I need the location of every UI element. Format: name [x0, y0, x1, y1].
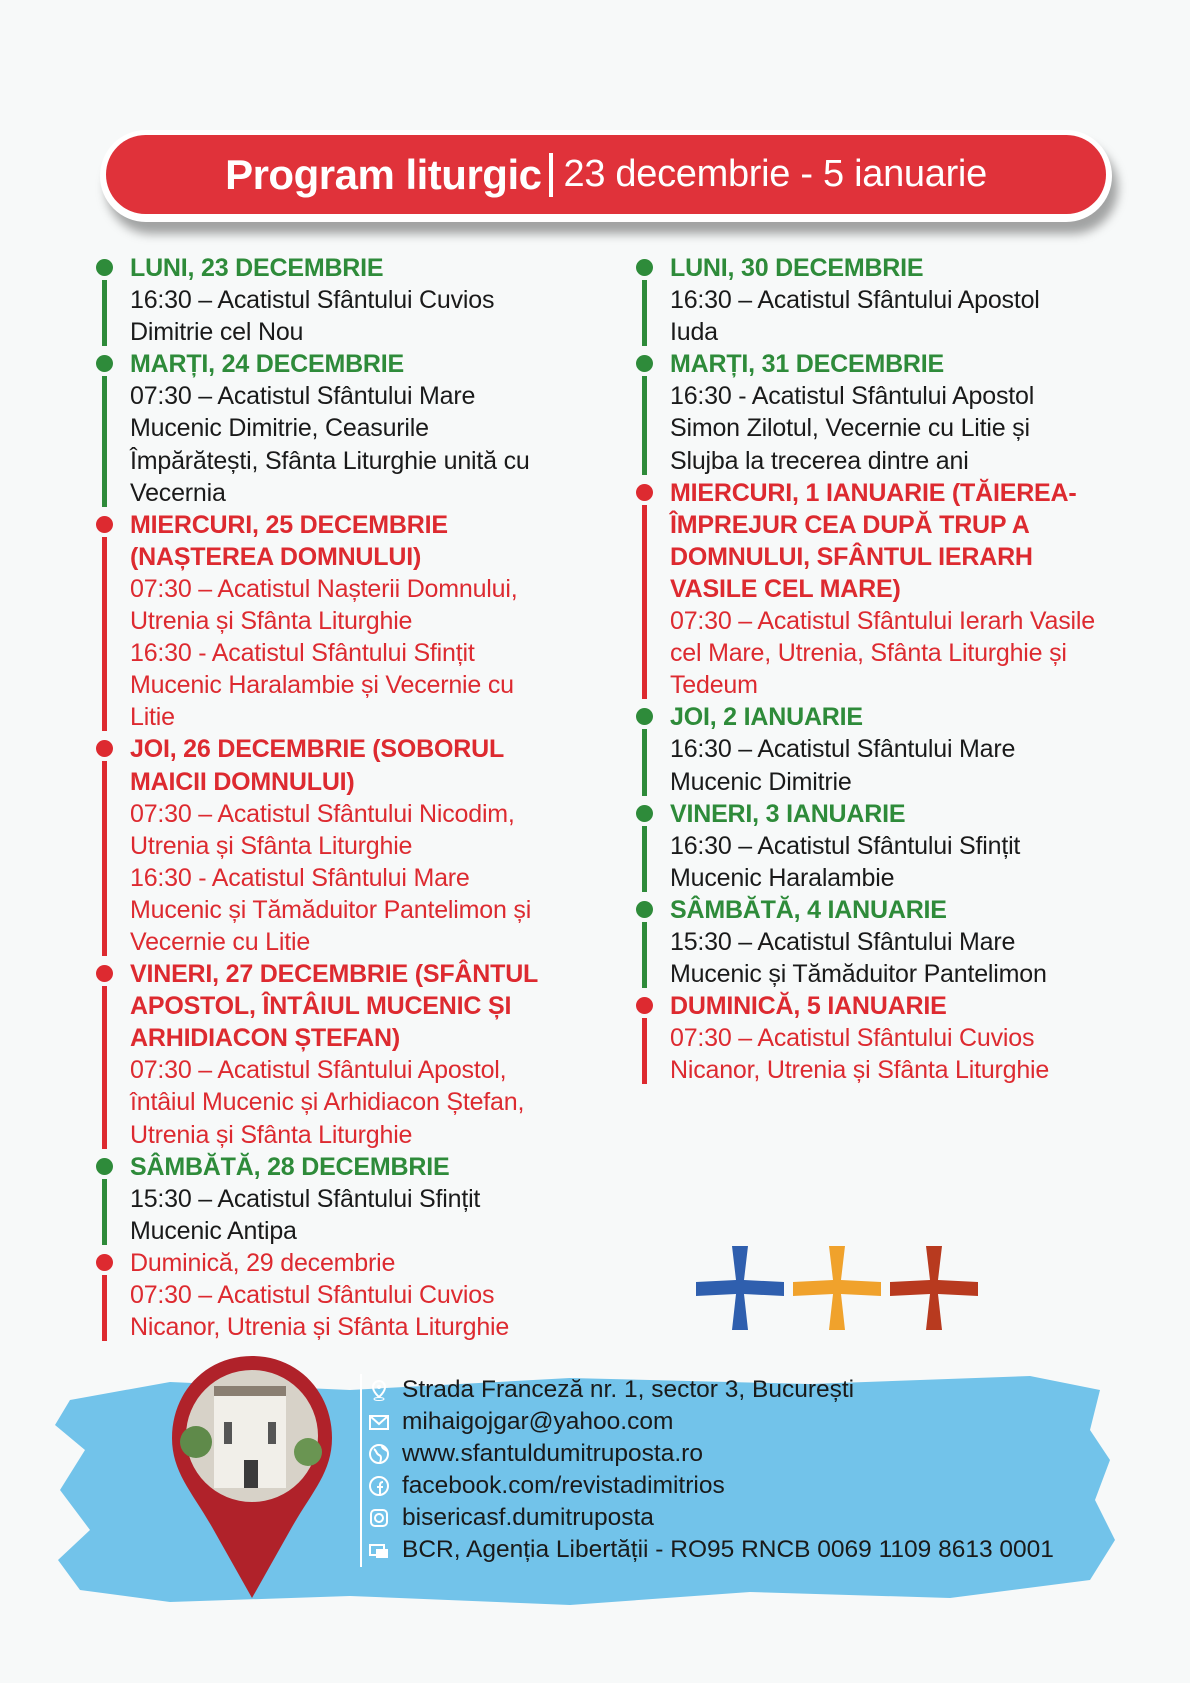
schedule-day-entry: [636, 477, 1095, 702]
timeline-bar: [642, 505, 647, 700]
service-line: 16:30 - Acatistul Sfântului Sfințit: [130, 639, 475, 668]
timeline-dot: [96, 516, 113, 533]
schedule-day-entry: [636, 252, 1095, 348]
timeline-dot: [636, 997, 653, 1014]
day-heading: Duminică, 29 decembrie: [130, 1248, 396, 1277]
day-heading: JOI, 2 IANUARIE: [670, 703, 863, 732]
timeline-dot: [636, 484, 653, 501]
service-line: 16:30 – Acatistul Sfântului Cuvios: [130, 286, 495, 315]
service-line: Nicanor, Utrenia și Sfânta Liturghie: [670, 1056, 1050, 1085]
timeline-dot: [96, 965, 113, 982]
service-line: 07:30 – Acatistul Sfântului Ierarh Vasile: [670, 607, 1095, 636]
contact-row: [402, 1470, 1054, 1502]
schedule-day-entry: [96, 958, 538, 1151]
schedule-day-entry: [96, 1247, 538, 1343]
service-line: Vecernie cu Litie: [130, 927, 311, 956]
day-heading: LUNI, 30 DECEMBRIE: [670, 254, 924, 282]
service-line: 07:30 – Acatistul Sfântului Cuvios: [670, 1024, 1035, 1053]
day-heading: ARHIDIACON ȘTEFAN): [130, 1024, 401, 1053]
service-line: Mucenic Dimitrie: [670, 767, 852, 796]
service-line: Împărătești, Sfânta Liturghie unită cu: [130, 446, 530, 475]
contact-row: [402, 1374, 1054, 1406]
day-heading: ÎMPREJUR CEA DUPĂ TRUP A: [670, 510, 1030, 539]
contact-text: BCR, Agenția Libertății - RO95 RNCB 0069 1109 8613 0001: [402, 1536, 1054, 1564]
day-heading: VASILE CEL MARE): [670, 574, 901, 603]
contact-text: bisericasf.dumitruposta: [402, 1504, 654, 1532]
service-line: Mucenic și Tămăduitor Pantelimon: [670, 960, 1047, 989]
day-heading: MIERCURI, 1 IANUARIE (TĂIEREA-: [670, 478, 1077, 507]
service-line: 16:30 – Acatistul Sfântului Apostol: [670, 286, 1040, 315]
facebook-icon: [368, 1475, 390, 1497]
service-line: întâiul Mucenic și Arhidiacon Ștefan,: [130, 1088, 525, 1117]
contact-text[interactable]: mihaigojgar@yahoo.com: [402, 1408, 674, 1436]
timeline-bar: [642, 376, 647, 474]
timeline-bar: [102, 376, 107, 506]
schedule-day-entry: [96, 1151, 538, 1247]
timeline-dot: [636, 901, 653, 918]
church-location-pin: [168, 1352, 336, 1602]
timeline-bar: [642, 280, 647, 346]
service-line: 16:30 – Acatistul Sfântului Sfințit: [670, 831, 1021, 860]
schedule-day-entry: [636, 348, 1095, 476]
schedule-day-entry: [636, 894, 1095, 990]
contact-text: Strada Franceză nr. 1, sector 3, București: [402, 1376, 855, 1403]
cross-icon: [890, 1246, 978, 1330]
service-line: 07:30 – Acatistul Sfântului Cuvios: [130, 1281, 495, 1309]
service-line: 07:30 – Acatistul Nașterii Domnului,: [130, 574, 518, 603]
day-heading: JOI, 26 DECEMBRIE (SOBORUL: [130, 735, 505, 764]
schedule-column-right: [636, 252, 1095, 1086]
timeline-bar: [102, 761, 107, 956]
timeline-dot: [96, 355, 113, 372]
service-line: Mucenic Haralambie: [670, 863, 895, 892]
instagram-icon: [368, 1507, 390, 1529]
schedule-column-left: [96, 252, 538, 1343]
date-range: 23 decembrie - 5 ianuarie: [563, 153, 987, 195]
day-heading: MARȚI, 24 DECEMBRIE: [130, 350, 405, 379]
cross-icon: [793, 1246, 881, 1330]
timeline-bar: [102, 1179, 107, 1245]
timeline-bar: [642, 922, 647, 988]
day-heading: SÂMBĂTĂ, 28 DECEMBRIE: [130, 1152, 450, 1181]
schedule-day-entry: [636, 990, 1095, 1086]
timeline-bar: [642, 729, 647, 795]
service-line: Litie: [130, 703, 175, 732]
day-heading: VINERI, 27 DECEMBRIE (SFÂNTUL: [130, 960, 539, 989]
service-line: Tedeum: [670, 671, 758, 700]
timeline-bar: [102, 986, 107, 1149]
day-heading: APOSTOL, ÎNTÂIUL MUCENIC ȘI: [130, 992, 512, 1021]
service-line: 15:30 – Acatistul Sfântului Sfințit: [130, 1184, 481, 1213]
schedule-day-entry: [96, 733, 538, 958]
service-line: Iuda: [670, 318, 718, 347]
service-line: Utrenia și Sfânta Liturghie: [130, 1120, 413, 1149]
timeline-bar: [102, 280, 107, 346]
service-line: Utrenia și Sfânta Liturghie: [130, 831, 413, 860]
header-banner: [100, 130, 1112, 222]
timeline-bar: [642, 1018, 647, 1084]
location-pin-icon: [368, 1379, 390, 1401]
header-pill: [106, 135, 1106, 214]
schedule-day-entry: [636, 798, 1095, 894]
service-line: Mucenic Haralambie și Vecernie cu: [130, 671, 514, 700]
service-line: Slujba la trecerea dintre ani: [670, 446, 969, 475]
contact-row: [402, 1502, 1054, 1534]
service-line: cel Mare, Utrenia, Sfânta Liturghie și: [670, 639, 1067, 668]
service-line: 07:30 – Acatistul Sfântului Nicodim,: [130, 799, 515, 828]
service-line: Mucenic și Tămăduitor Pantelimon și: [130, 895, 532, 924]
contact-row: [402, 1438, 1054, 1470]
day-heading: MIERCURI, 25 DECEMBRIE: [130, 510, 448, 539]
bank-icon: [368, 1539, 390, 1561]
timeline-bar: [642, 826, 647, 892]
timeline-dot: [636, 259, 653, 276]
service-line: 07:30 – Acatistul Sfântului Apostol,: [130, 1056, 507, 1085]
service-line: 16:30 – Acatistul Sfântului Mare: [670, 735, 1016, 764]
schedule-day-entry: [96, 509, 538, 734]
timeline-dot: [96, 740, 113, 757]
day-heading: LUNI, 23 DECEMBRIE: [130, 254, 384, 282]
day-heading: VINERI, 3 IANUARIE: [670, 799, 906, 828]
schedule-day-entry: [96, 348, 538, 508]
service-line: 16:30 - Acatistul Sfântului Mare: [130, 863, 470, 892]
service-line: Nicanor, Utrenia și Sfânta Liturghie: [130, 1313, 510, 1342]
timeline-dot: [96, 1158, 113, 1175]
timeline-dot: [636, 708, 653, 725]
service-line: 16:30 - Acatistul Sfântului Apostol: [670, 382, 1035, 411]
contact-row: [402, 1406, 1054, 1438]
contact-text[interactable]: www.sfantuldumitruposta.ro: [402, 1440, 703, 1468]
timeline-dot: [96, 1254, 113, 1271]
day-heading: SÂMBĂTĂ, 4 IANUARIE: [670, 895, 947, 924]
service-line: Simon Zilotul, Vecernie cu Litie și: [670, 414, 1030, 443]
day-heading: DUMINICĂ, 5 IANUARIE: [670, 992, 947, 1021]
day-heading: MARȚI, 31 DECEMBRIE: [670, 350, 945, 379]
contact-info: [360, 1374, 1054, 1567]
service-line: 15:30 – Acatistul Sfântului Mare: [670, 927, 1016, 956]
service-line: 07:30 – Acatistul Sfântului Mare: [130, 382, 476, 411]
schedule-day-entry: [96, 252, 538, 348]
crosses-decoration: [695, 1243, 995, 1333]
day-heading: DOMNULUI, SFÂNTUL IERARH: [670, 542, 1033, 571]
page-title: Program liturgic: [225, 150, 542, 198]
cross-icon: [696, 1246, 784, 1330]
service-line: Utrenia și Sfânta Liturghie: [130, 607, 413, 636]
timeline-dot: [96, 259, 113, 276]
schedule-day-entry: [636, 701, 1095, 797]
contact-row: [402, 1534, 1054, 1566]
timeline-dot: [636, 805, 653, 822]
day-heading: MAICII DOMNULUI): [130, 767, 355, 796]
timeline-bar: [102, 537, 107, 732]
service-line: Mucenic Dimitrie, Ceasurile: [130, 414, 429, 443]
timeline-bar: [102, 1275, 107, 1341]
service-line: Dimitrie cel Nou: [130, 318, 304, 347]
contact-text[interactable]: facebook.com/revistadimitrios: [402, 1472, 725, 1500]
day-heading: (NAȘTEREA DOMNULUI): [130, 542, 422, 571]
timeline-dot: [636, 355, 653, 372]
globe-icon: [368, 1443, 390, 1465]
title-separator: [549, 153, 553, 197]
envelope-icon: [368, 1411, 390, 1433]
service-line: Mucenic Antipa: [130, 1216, 297, 1245]
service-line: Vecernia: [130, 478, 226, 507]
